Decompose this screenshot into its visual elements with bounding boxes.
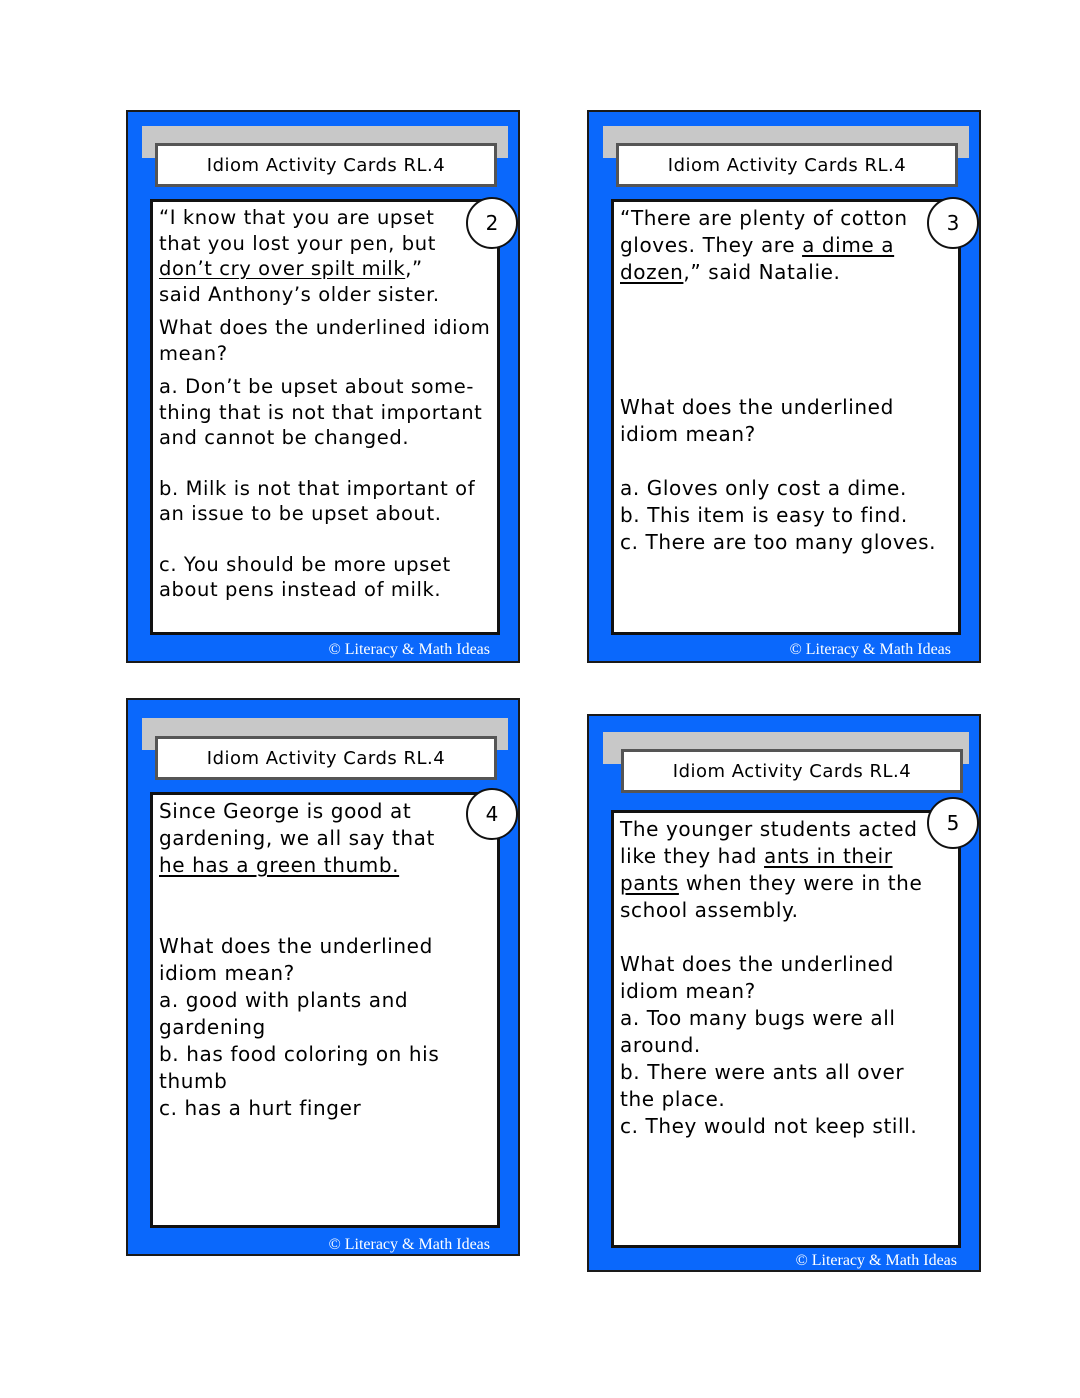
option-a: a. Don’t be upset about some-thing that is not that important and cannot be changed. xyxy=(159,375,483,449)
copyright-text: © Literacy & Math Ideas xyxy=(328,641,490,658)
copyright-text: © Literacy & Math Ideas xyxy=(328,1236,490,1253)
option-a: a. Too many bugs were all around. xyxy=(620,1006,896,1057)
idiom: don’t cry over spilt milk xyxy=(159,257,406,280)
idiom: ants in their pants xyxy=(620,844,893,895)
passage: Since George is good at gardening, we all say that he has a green thumb. xyxy=(159,799,435,877)
question: What does the underlined idiom mean? xyxy=(620,395,894,446)
option-a: a. good with plants and gardening xyxy=(159,988,409,1039)
copyright-text: © Literacy & Math Ideas xyxy=(795,1252,957,1269)
question: What does the underlined idiom mean? xyxy=(159,934,433,985)
idiom-card-5 xyxy=(587,714,981,1272)
card-body xyxy=(611,199,961,635)
card-title: Idiom Activity Cards RL.4 xyxy=(616,143,958,187)
option-c: c. has a hurt finger xyxy=(159,1096,362,1120)
option-c: c. You should be more upset about pens instead of milk. xyxy=(159,552,451,601)
card-body xyxy=(150,792,500,1228)
idiom: he has a green thumb. xyxy=(159,853,400,877)
card-body xyxy=(611,810,961,1248)
card-number-badge: 3 xyxy=(927,197,979,249)
option-c: c. They would not keep still. xyxy=(620,1114,918,1138)
card-number-badge: 5 xyxy=(927,797,979,849)
option-b: b. There were ants all over the place. xyxy=(620,1060,905,1111)
question: What does the underlined idiom mean? xyxy=(620,952,894,1003)
option-b: b. Milk is not that important of an issue to be upset about. xyxy=(159,476,476,525)
option-b: b. has food coloring on his thumb xyxy=(159,1042,440,1093)
card-title: Idiom Activity Cards RL.4 xyxy=(155,143,497,187)
card-title: Idiom Activity Cards RL.4 xyxy=(155,736,497,780)
idiom-card-2 xyxy=(126,110,520,663)
card-number-badge: 2 xyxy=(466,197,518,249)
idiom: a dime a dozen xyxy=(620,233,895,284)
idiom-card-4 xyxy=(126,698,520,1256)
question: What does the underlined idiom mean? xyxy=(159,316,491,365)
card-title: Idiom Activity Cards RL.4 xyxy=(621,749,963,793)
passage: The younger students acted like they had ants in their pants when they were in the school assembly. xyxy=(620,817,923,922)
card-body xyxy=(150,199,500,635)
passage: “I know that you are upset that you lost your pen, but don’t cry over spilt milk,” said Anthony’s older sister. xyxy=(159,206,440,306)
copyright-text: © Literacy & Math Ideas xyxy=(789,641,951,658)
option-c: c. There are too many gloves. xyxy=(620,530,937,554)
card-number-badge: 4 xyxy=(466,788,518,840)
option-b: b. This item is easy to find. xyxy=(620,503,908,527)
idiom-card-3 xyxy=(587,110,981,663)
passage: “There are plenty of cotton gloves. They are a dime a dozen,” said Natalie. xyxy=(620,206,908,284)
option-a: a. Gloves only cost a dime. xyxy=(620,476,907,500)
